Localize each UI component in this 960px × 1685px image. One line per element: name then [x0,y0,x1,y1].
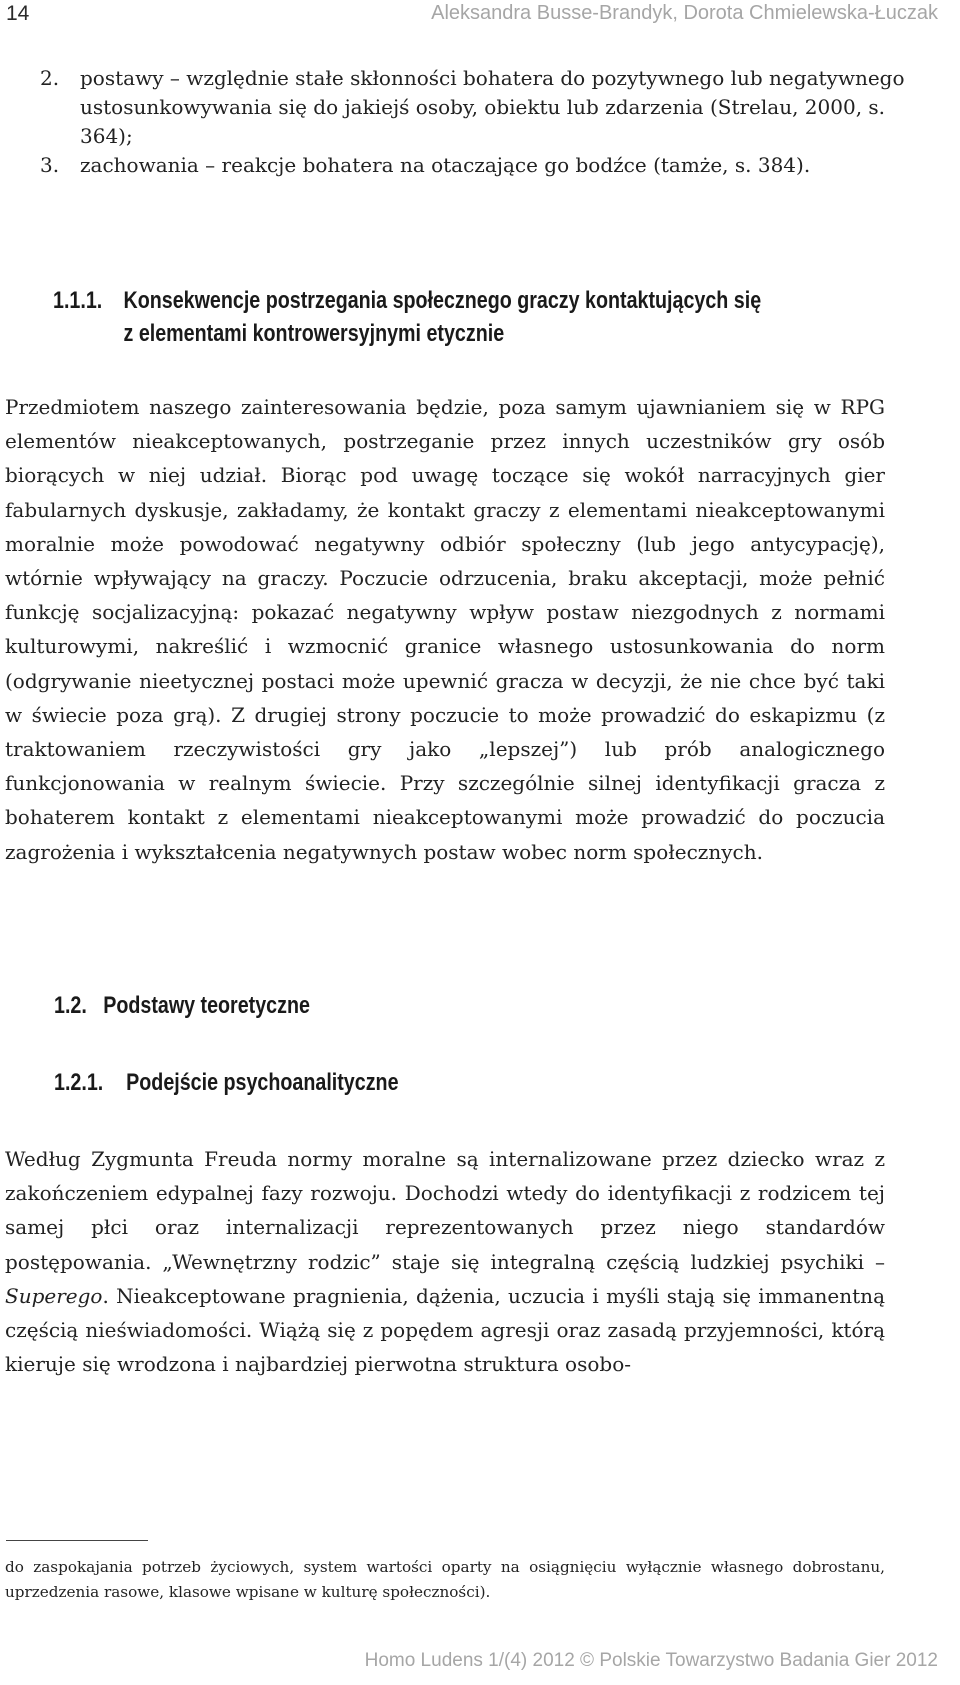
section-number: 1.1.1. [53,287,103,314]
list-item-text: zachowania – reakcje bohatera na otaczające go bodźce (tamże, s. 384). [80,153,811,177]
section-title-line1: Konsekwencje postrzegania społecznego graczy kontaktujących się [123,287,762,314]
footnote: do zaspokajania potrzeb życiowych, system wartości oparty na osiągnięciu wyłącznie własnego dobrostanu, uprzedzenia rasowe, klasowe wpisane w kulturę społeczności). [5,1558,885,1601]
page-number: 14 [6,2,30,25]
paragraph-text: Według Zygmunta Freuda normy moralne są internalizowane przez dziecko wraz z zakończeniem edypalnej fazy rozwoju. Dochodzi wtedy do identyfikacji z rodzicem tej samej płci oraz internalizacji reprezentowanych przez niego standardów postępowania. „Wewnętrzny rodzic” staje się integralną częścią ludzkiej psychiki – [5,1147,885,1274]
section-number: 1.2.1. [54,1069,104,1096]
paragraph-perception: Przedmiotem naszego zainteresowania będzie, poza samym ujawnianiem się w RPG elementów nieakceptowanych, postrzeganie przez innych uczestników gry osób biorących w niej udział. Biorąc pod uwagę toczące się wokół narracyjnych gier fabularnych dyskusje, zakładamy, że kontakt graczy z elementami nieakceptowanymi moralnie może powodować negatywny odbiór społeczny (lub jego antycypację), wtórnie wpływający na graczy. Poczucie odrzucenia, braku akceptacji, może pełnić funkcję socjalizacyjną: pokazać negatywny wpływ postaw niezgodnych z normami kulturowymi, nakreślić i wzmocnić granice własnego ustosunkowania do norm (odgrywanie nieetycznej postaci może upewnić gracza w decyzji, że nie chce być taki w świecie poza grą). Z drugiej strony poczucie to może prowadzić do eskapizmu (z traktowaniem rzeczywistości gry jako „lepszej”) lub prób analogicznego funkcjonowania w realnym świecie. Przy szczególnie silnej identyfikacji gracza z bohaterem kontakt z elementami nieakceptowanymi może prowadzić do poczucia zagrożenia i wykształcenia negatywnych postaw wobec norm społecznych. [5,395,885,864]
list-item-number: 2. [40,66,60,90]
section-title-line2: z elementami kontrowersyjnymi etycznie [123,320,505,347]
list-item-text: postawy – względnie stałe skłonności bohatera do pozytywnego lub negatywnego ustosunkowywania się do jakiejś osoby, obiektu lub zdarzenia (Strelau, 2000, s. 364); [80,66,905,148]
paragraph-freud [5,1142,885,1381]
journal-footer: Homo Ludens 1/(4) 2012 © Polskie Towarzystwo Badania Gier 2012 [364,1650,938,1671]
superego-term: Superego [5,1283,103,1308]
running-header-authors: Aleksandra Busse-Brandyk, Dorota Chmielewska-Łuczak [431,2,938,24]
numbered-list [40,64,920,180]
footnote-separator [6,1540,148,1541]
list-item-number: 3. [40,153,60,177]
section-heading-1-1-1 [53,284,761,350]
section-title: Podejście psychoanalityczne [126,1069,399,1096]
section-title: Podstawy teoretyczne [103,992,310,1019]
list-item [40,151,920,180]
section-number: 1.2. [54,992,87,1019]
section-heading-1-2-1 [54,1067,399,1099]
section-heading-1-2 [54,990,310,1022]
list-item [40,64,920,151]
paragraph-text: . Nieakceptowane pragnienia, dążenia, uczucia i myśli stają się immanentną częścią nieświadomości. Wiążą się z popędem agresji oraz zasadą przyjemności, którą kieruje się wrodzona i najbardziej pierwotna struktura osobo- [5,1283,885,1377]
